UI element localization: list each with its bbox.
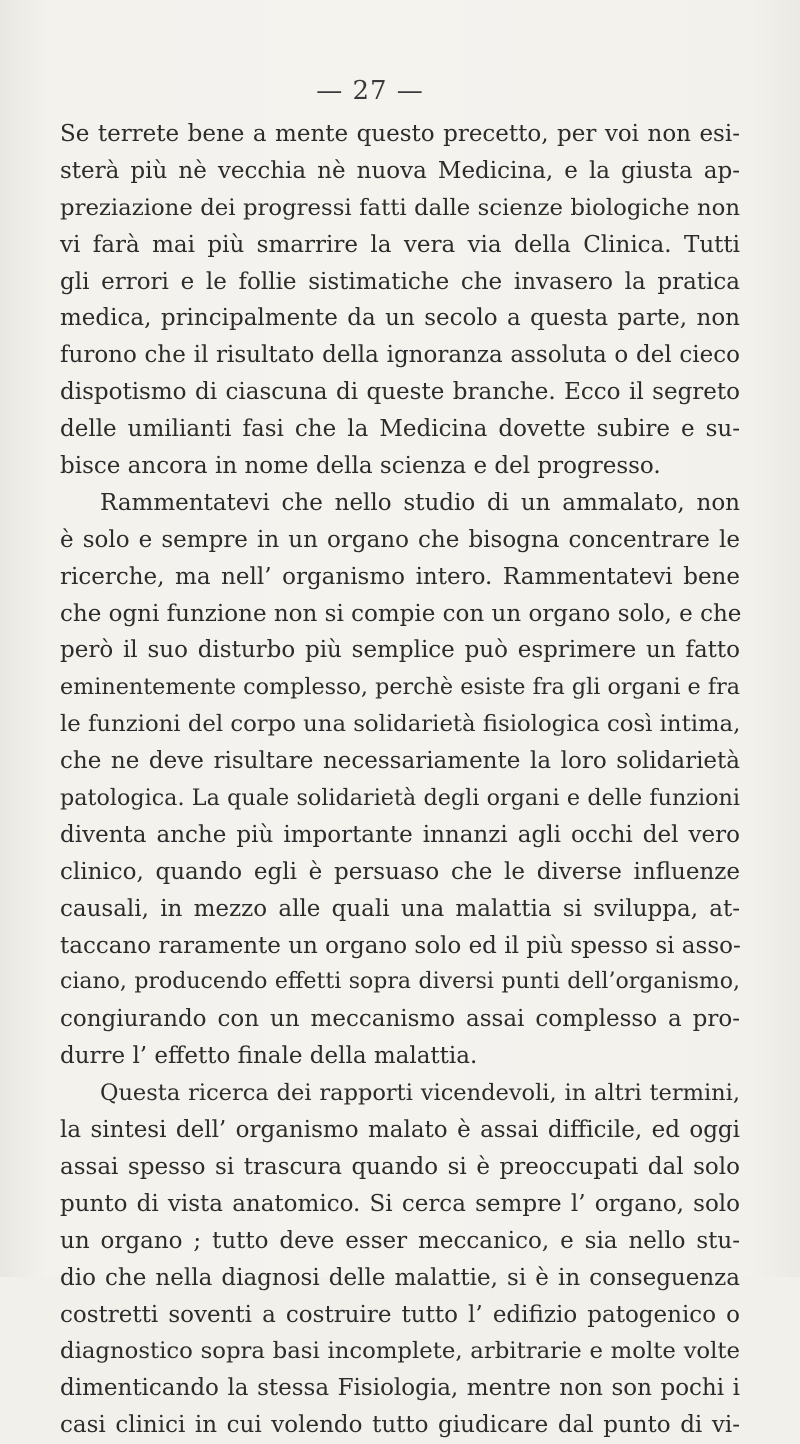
text-line: la sintesi dell’ organismo malato è assai difficile, ed oggi	[60, 1117, 740, 1144]
text-line: un organo ; tutto deve esser meccanico, e sia nello stu-	[60, 1227, 740, 1254]
text-line: costretti soventi a costruire tutto l’ edifizio patogenico o	[60, 1301, 740, 1328]
text-line: clinico, quando egli è persuaso che le diverse influenze	[60, 858, 740, 885]
text-line: furono che il risultato della ignoranza assoluta o del cieco	[60, 342, 740, 369]
text-line: diagnostico sopra basi incomplete, arbitrarie e molte volte	[60, 1338, 740, 1365]
body-text	[60, 116, 740, 1444]
text-line: medica, principalmente da un secolo a questa parte, non	[60, 305, 740, 332]
page-number: — 27 —	[316, 76, 424, 106]
text-line: causali, in mezzo alle quali una malattia si sviluppa, at-	[60, 895, 740, 922]
text-line: dio che nella diagnosi delle malattie, si è in conseguenza	[60, 1264, 740, 1291]
text-line: gli errori e le follie sistimatiche che invasero la pratica	[60, 268, 740, 295]
text-line: punto di vista anatomico. Si cerca sempre l’ organo, solo	[60, 1190, 740, 1217]
text-line: delle umilianti fasi che la Medicina dovette subire e su-	[60, 416, 740, 443]
text-line: però il suo disturbo più semplice può esprimere un fatto	[60, 637, 740, 664]
text-line: congiurando con un meccanismo assai complesso a pro-	[60, 1006, 740, 1033]
text-line: diventa anche più importante innanzi agli occhi del vero	[60, 821, 740, 848]
text-line: taccano raramente un organo solo ed il più spesso si asso-	[60, 932, 741, 959]
text-line: dispotismo di ciascuna di queste branche. Ecco il segreto	[60, 379, 740, 406]
text-line: bisce ancora in nome della scienza e del progresso.	[60, 453, 661, 480]
text-line: assai spesso si trascura quando si è preoccupati dal solo	[60, 1153, 740, 1180]
text-line: dimenticando la stessa Fisiologia, mentre non son pochi i	[60, 1375, 740, 1402]
text-line: preziazione dei progressi fatti dalle scienze biologiche non	[60, 194, 740, 221]
text-line: ricerche, ma nell’ organismo intero. Rammentatevi bene	[60, 563, 740, 590]
text-line: vi farà mai più smarrire la vera via della Clinica. Tutti	[60, 231, 740, 258]
text-line: patologica. La quale solidarietà degli organi e delle funzioni	[60, 785, 740, 812]
text-line: ciano, producendo effetti sopra diversi punti dell’organismo,	[60, 969, 740, 995]
text-line: che ne deve risultare necessariamente la loro solidarietà	[60, 748, 740, 775]
text-line: è solo e sempre in un organo che bisogna concentrare le	[60, 526, 740, 553]
text-line: casi clinici in cui volendo tutto giudicare dal punto di vi-	[60, 1412, 740, 1439]
text-line: Se terrete bene a mente questo precetto, per voi non esi-	[60, 121, 740, 147]
text-line: Questa ricerca dei rapporti vicendevoli, in altri termini,	[100, 1080, 740, 1107]
text-line: durre l’ effetto finale della malattia.	[60, 1043, 478, 1070]
text-line: le funzioni del corpo una solidarietà fisiologica così intima,	[60, 711, 741, 738]
text-line: che ogni funzione non si compie con un organo solo, e che	[60, 600, 742, 627]
text-line: eminentemente complesso, perchè esiste fra gli organi e fra	[60, 674, 740, 701]
text-line: Rammentatevi che nello studio di un ammalato, non	[100, 489, 740, 516]
text-line: sterà più nè vecchia nè nuova Medicina, e la giusta ap-	[60, 157, 740, 184]
